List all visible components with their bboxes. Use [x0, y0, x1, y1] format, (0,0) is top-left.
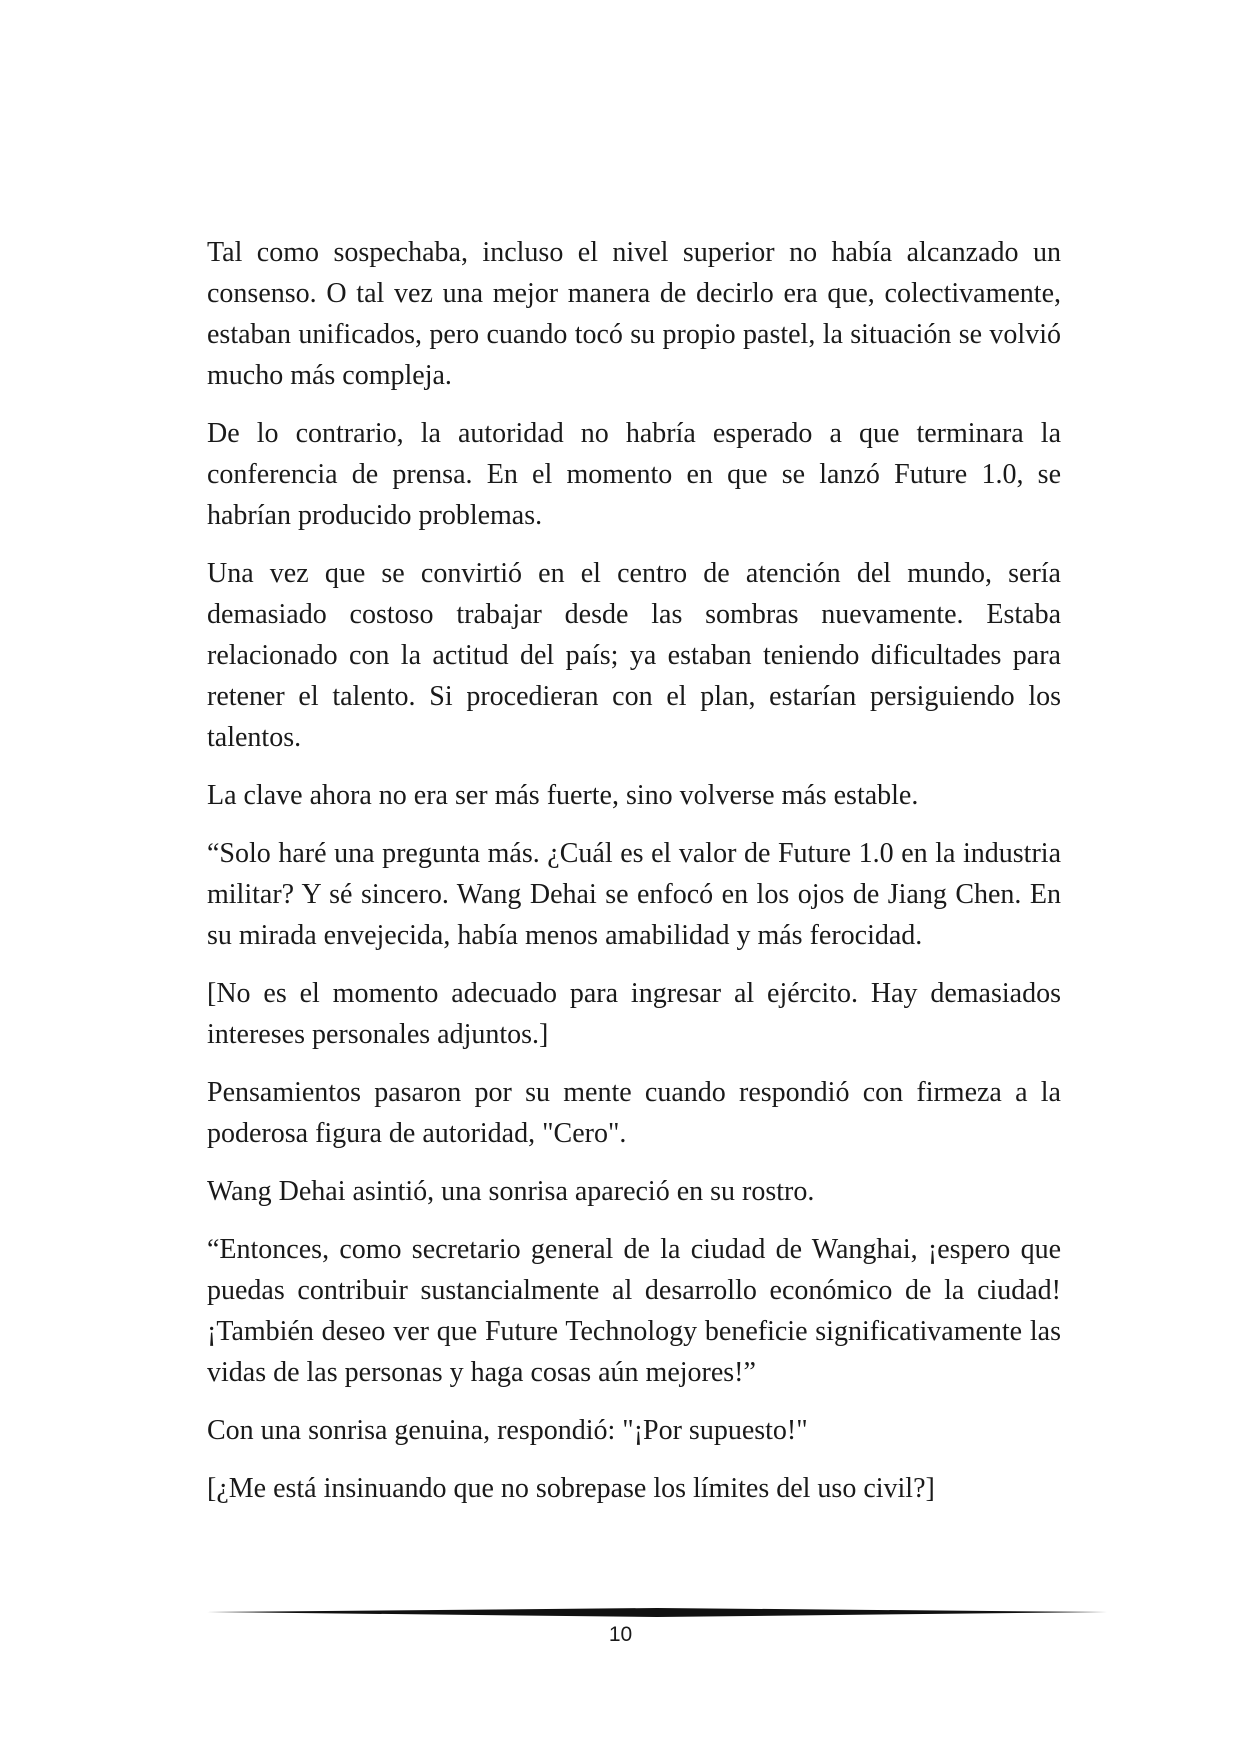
footer-divider — [207, 1606, 1107, 1620]
paragraph-9: “Entonces, como secretario general de la ciudad de Wanghai, ¡espero que puedas contribuir sustancialmente al desarrollo económico de la ciudad! ¡También deseo ver que Future Technology beneficie significativamente las vidas de las personas y haga cosas aún mejores!” — [207, 1234, 1061, 1388]
paragraph-2: De lo contrario, la autoridad no habría esperado a que terminara la conferencia de prensa. En el momento en que se lanzó Future 1.0, se habrían producido problemas. — [207, 418, 1061, 531]
paragraph-1: Tal como sospechaba, incluso el nivel superior no había alcanzado un consenso. O tal vez una mejor manera de decirlo era que, colectivamente, estaban unificados, pero cuando tocó su propio pastel, la situación se volvió mucho más compleja. — [207, 237, 1061, 391]
paragraph-10: Con una sonrisa genuina, respondió: "¡Por supuesto!" — [207, 1415, 808, 1446]
paragraph-5: “Solo haré una pregunta más. ¿Cuál es el valor de Future 1.0 en la industria militar? Y sé sincero. Wang Dehai se enfocó en los ojos de Jiang Chen. En su mirada envejecida, había menos amabilidad y más ferocidad. — [207, 838, 1061, 951]
paragraph-6: [No es el momento adecuado para ingresar al ejército. Hay demasiados intereses personales adjuntos.] — [207, 978, 1061, 1050]
paragraph-7: Pensamientos pasaron por su mente cuando respondió con firmeza a la poderosa figura de autoridad, "Cero". — [207, 1077, 1061, 1149]
body-text — [207, 232, 1061, 1526]
paragraph-3: Una vez que se convirtió en el centro de atención del mundo, sería demasiado costoso trabajar desde las sombras nuevamente. Estaba relacionado con la actitud del país; ya estaban teniendo dificultades para retener el talento. Si procedieran con el plan, estarían persiguiendo los talentos. — [207, 558, 1061, 753]
page-number: 10 — [608, 1623, 633, 1646]
paragraph-4: La clave ahora no era ser más fuerte, sino volverse más estable. — [207, 780, 919, 811]
paragraph-11: [¿Me está insinuando que no sobrepase los límites del uso civil?] — [207, 1473, 935, 1504]
paragraph-8: Wang Dehai asintió, una sonrisa apareció en su rostro. — [207, 1176, 815, 1207]
